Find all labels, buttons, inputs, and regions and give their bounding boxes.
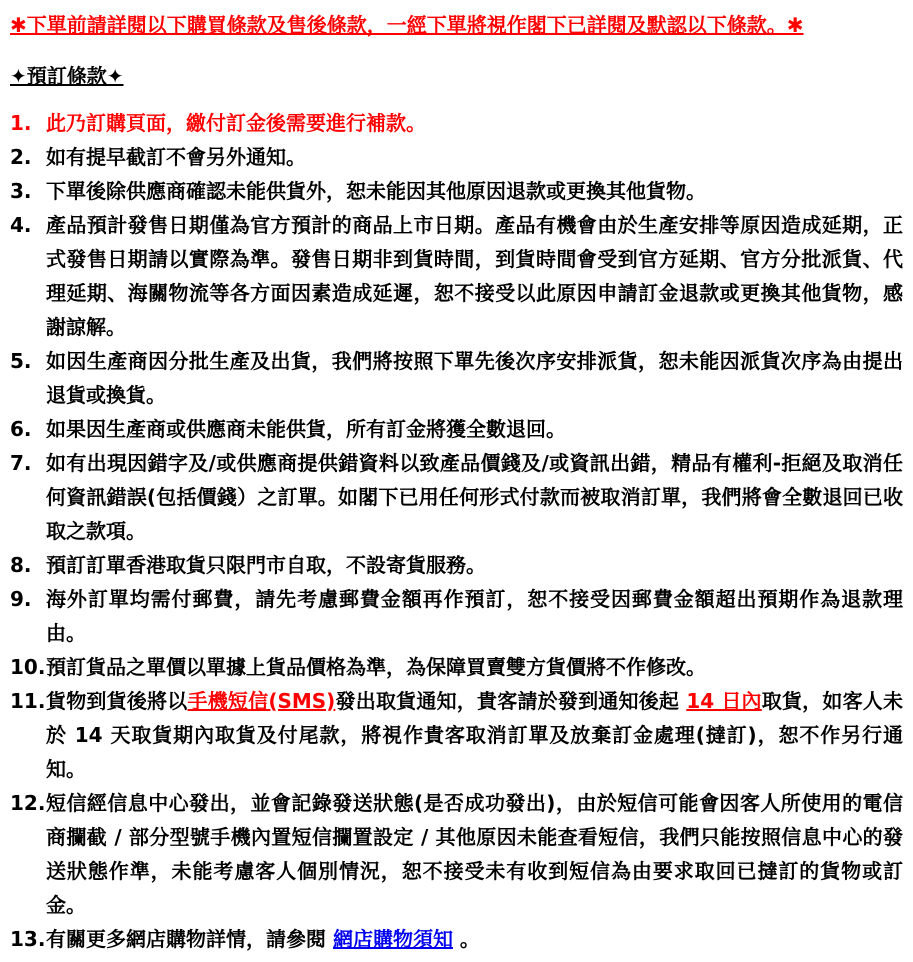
term-item (10, 650, 903, 684)
highlighted-text: 手機短信(SMS) (187, 689, 336, 713)
term-item (10, 446, 903, 548)
term-text (46, 106, 903, 140)
term-text-segment: 短信經信息中心發出，並會記錄發送狀態(是否成功發出)，由於短信可能會因客人所使用的電信商攔截 / 部分型號手機內置短信攔置設定 / 其他原因未能查看短信，我們只能按照信息中心的發送狀態作準，未能考慮客人個別情況，恕不接受未有收到短信為由要求取回已撻訂的貨物或訂金。 (46, 791, 903, 917)
term-text (46, 922, 903, 956)
term-text-segment: 產品預計發售日期僅為官方預計的商品上市日期。產品有機會由於生產安排等原因造成延期，正式發售日期請以實際為準。發售日期非到貨時間，到貨時間會受到官方延期、官方分批派貨、代理延期、海關物流等各方面因素造成延遲，恕不接受以此原因申請訂金退款或更換其他貨物，感謝諒解。 (46, 213, 903, 339)
term-number: 4. (10, 213, 32, 237)
page-title: ✱下單前請詳閱以下購買條款及售後條款，一經下單將視作閣下已詳閱及默認以下條款。✱ (10, 13, 804, 37)
term-item (10, 344, 903, 412)
term-item (10, 208, 903, 344)
term-item (10, 786, 903, 922)
term-item (10, 548, 903, 582)
term-text (46, 446, 903, 548)
term-number: 13. (10, 927, 46, 951)
term-item (10, 922, 903, 956)
term-text (46, 140, 903, 174)
term-text (46, 582, 903, 650)
term-item (10, 684, 903, 786)
highlighted-text: 14 日內 (686, 689, 762, 713)
term-number: 10. (10, 655, 46, 679)
term-number: 5. (10, 349, 32, 373)
term-text-segment: 海外訂單均需付郵費，請先考慮郵費金額再作預訂，恕不接受因郵費金額超出預期作為退款理由。 (46, 587, 903, 645)
term-text-segment: 如有提早截訂不會另外通知。 (46, 145, 306, 169)
term-item (10, 412, 903, 446)
shop-guide-link[interactable]: 網店購物須知 (332, 927, 453, 951)
term-text (46, 412, 903, 446)
term-number: 8. (10, 553, 32, 577)
term-number: 3. (10, 179, 32, 203)
term-number: 1. (10, 111, 32, 135)
term-text-segment: 發出取貨通知，貴客請於發到通知後起 (335, 689, 687, 713)
term-item (10, 106, 903, 140)
term-text-segment: 。 (452, 927, 480, 951)
term-text (46, 684, 903, 786)
term-number: 12. (10, 791, 46, 815)
term-text (46, 786, 903, 922)
term-text-segment: 預訂貨品之單價以單據上貨品價格為準，為保障買賣雙方貨價將不作修改。 (46, 655, 706, 679)
term-text (46, 548, 903, 582)
term-text-segment: 如有出現因錯字及/或供應商提供錯資料以致產品價錢及/或資訊出錯，精品有權利-拒絕及取消任何資訊錯誤(包括價錢）之訂單。如閣下已用任何形式付款而被取消訂單，我們將會全數退回已收取之款項。 (46, 451, 903, 543)
term-item (10, 174, 903, 208)
term-text-segment: 預訂訂單香港取貨只限門市自取，不設寄貨服務。 (46, 553, 486, 577)
term-number: 7. (10, 451, 32, 475)
term-text-segment: 如因生產商因分批生產及出貨，我們將按照下單先後次序安排派貨，恕未能因派貨次序為由提出退貨或換貨。 (46, 349, 903, 407)
term-text-segment: 有關更多網店購物詳情，請參閱 (46, 927, 333, 951)
term-number: 9. (10, 587, 32, 611)
section-header-preorder-terms: ✦預訂條款✦ (10, 64, 124, 88)
term-number: 2. (10, 145, 32, 169)
terms-list (10, 106, 903, 956)
term-item (10, 140, 903, 174)
term-text-segment: 此乃訂購頁面，繳付訂金後需要進行補款。 (46, 111, 426, 135)
term-text-segment: 如果因生產商或供應商未能供貨，所有訂金將獲全數退回。 (46, 417, 566, 441)
term-text (46, 208, 903, 344)
term-number: 6. (10, 417, 32, 441)
term-text (46, 174, 903, 208)
term-text (46, 650, 903, 684)
term-text-segment: 下單後除供應商確認未能供貨外，恕未能因其他原因退款或更換其他貨物。 (46, 179, 706, 203)
term-number: 11. (10, 689, 46, 713)
term-item (10, 582, 903, 650)
term-text (46, 344, 903, 412)
term-text-segment: 貨物到貨後將以 (46, 689, 188, 713)
term-text-segment: 取貨，如客人未於 14 天取貨期內取貨及付尾款，將視作貴客取消訂單及放棄訂金處理(撻訂)，恕不作另行通知。 (46, 689, 904, 781)
